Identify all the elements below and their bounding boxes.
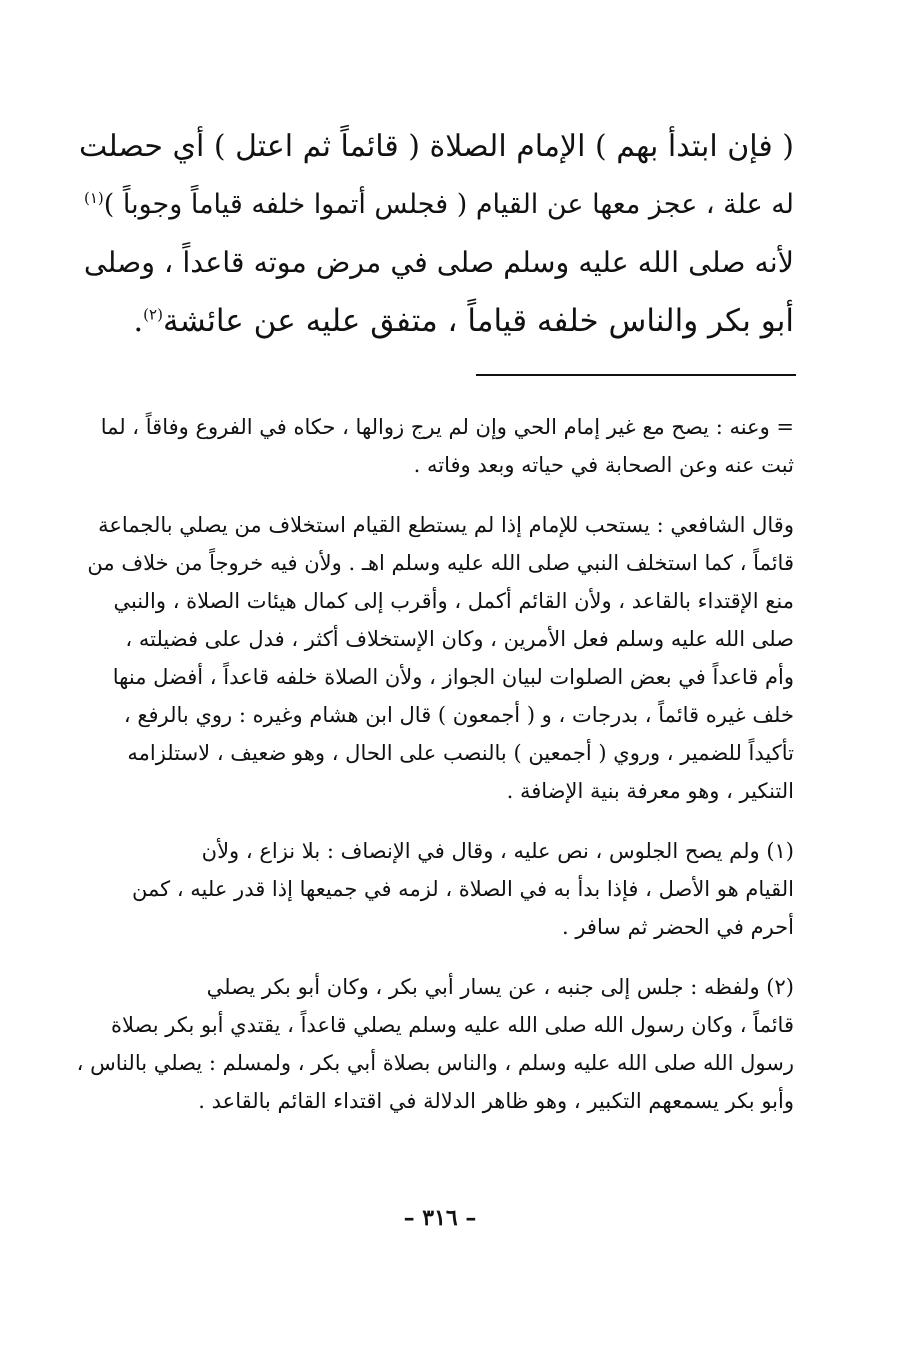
page-number: – ٣١٦ – xyxy=(403,1205,477,1231)
footnote-line: رسول الله صلى الله عليه وسلم ، والناس بصلاة أبي بكر ، ولمسلم : يصلي بالناس ، xyxy=(76,1051,794,1075)
footnote-line: قائماً ، كما استخلف النبي صلى الله عليه وسلم اهـ . ولأن فيه خروجاً من خلاف من xyxy=(87,551,794,575)
main-line-4-text: أبو بكر والناس خلفه قياماً ، متفق عليه عن عائشة xyxy=(162,303,794,339)
footnote-line: صلى الله عليه وسلم فعل الأمرين ، وكان الإستخلاف أكثر ، فدل على فضيلته ، xyxy=(125,627,794,651)
footnote-line: (٢) ولفظه : جلس إلى جنبه ، عن يسار أبي بكر ، وكان أبو بكر يصلي xyxy=(206,975,794,999)
footnotes-block xyxy=(72,408,794,1142)
footnote-line: ثبت عنه وعن الصحابة في حياته وبعد وفاته . xyxy=(413,453,794,477)
main-line-4-end: . xyxy=(133,303,144,339)
footnote-2 xyxy=(72,968,794,1120)
main-line-1: ( فإن ابتدأ بهم ) الإمام الصلاة ( قائماً ثم اعتل ) أي حصلت xyxy=(78,129,794,164)
footnote-mark-2: (٢) xyxy=(143,305,163,324)
footnote-continued xyxy=(72,408,794,484)
footnote-line: التنكير ، وهو معرفة بنية الإضافة . xyxy=(506,779,794,803)
main-line-4 xyxy=(72,292,794,350)
footnote-line: القيام هو الأصل ، فإذا بدأ به في الصلاة ، لزمه في جميعها إذا قدر عليه ، كمن xyxy=(132,877,794,901)
main-line-2 xyxy=(72,176,794,234)
footnote-line: منع الإقتداء بالقاعد ، ولأن القائم أكمل ، وأقرب إلى كمال هيئات الصلاة ، والنبي xyxy=(113,589,794,613)
footnote-shafii xyxy=(72,506,794,810)
footnote-separator xyxy=(476,374,796,376)
footnote-line: وقال الشافعي : يستحب للإمام إذا لم يستطع القيام استخلاف من يصلي بالجماعة xyxy=(98,513,794,537)
main-paragraph xyxy=(72,118,794,350)
footnote-line: تأكيداً للضمير ، وروي ( أجمعين ) بالنصب على الحال ، وهو ضعيف ، لاستلزامه xyxy=(127,741,794,765)
main-line-3: لأنه صلى الله عليه وسلم صلى في مرض موته قاعداً ، وصلى xyxy=(83,246,794,279)
main-line-2-text: له علة ، عجز معها عن القيام ( فجلس أتموا خلفه قياماً وجوباً ) xyxy=(103,189,794,220)
footnote-line: وأبو بكر يسمعهم التكبير ، وهو ظاهر الدلالة في اقتداء القائم بالقاعد . xyxy=(198,1089,794,1113)
footnote-mark-1: (١) xyxy=(83,189,104,207)
footnote-1 xyxy=(72,832,794,946)
footnote-line: وأم قاعداً في بعض الصلوات لبيان الجواز ، ولأن الصلاة خلفه قاعداً ، أفضل منها xyxy=(112,665,794,689)
footnote-line: = وعنه : يصح مع غير إمام الحي وإن لم يرج زوالها ، حكاه في الفروع وفاقاً ، لما xyxy=(100,415,794,439)
main-text-block xyxy=(72,118,794,350)
footnote-line: أحرم في الحضر ثم سافر . xyxy=(561,915,794,939)
footnote-line: قائماً ، وكان رسول الله صلى الله عليه وسلم يصلي قاعداً ، يقتدي أبو بكر بصلاة xyxy=(111,1013,794,1037)
footnote-line: (١) ولم يصح الجلوس ، نص عليه ، وقال في الإنصاف : بلا نزاع ، ولأن xyxy=(201,839,794,863)
footnote-line: خلف غيره قائماً ، بدرجات ، و ( أجمعون ) قال ابن هشام وغيره : روي بالرفع ، xyxy=(123,703,794,727)
